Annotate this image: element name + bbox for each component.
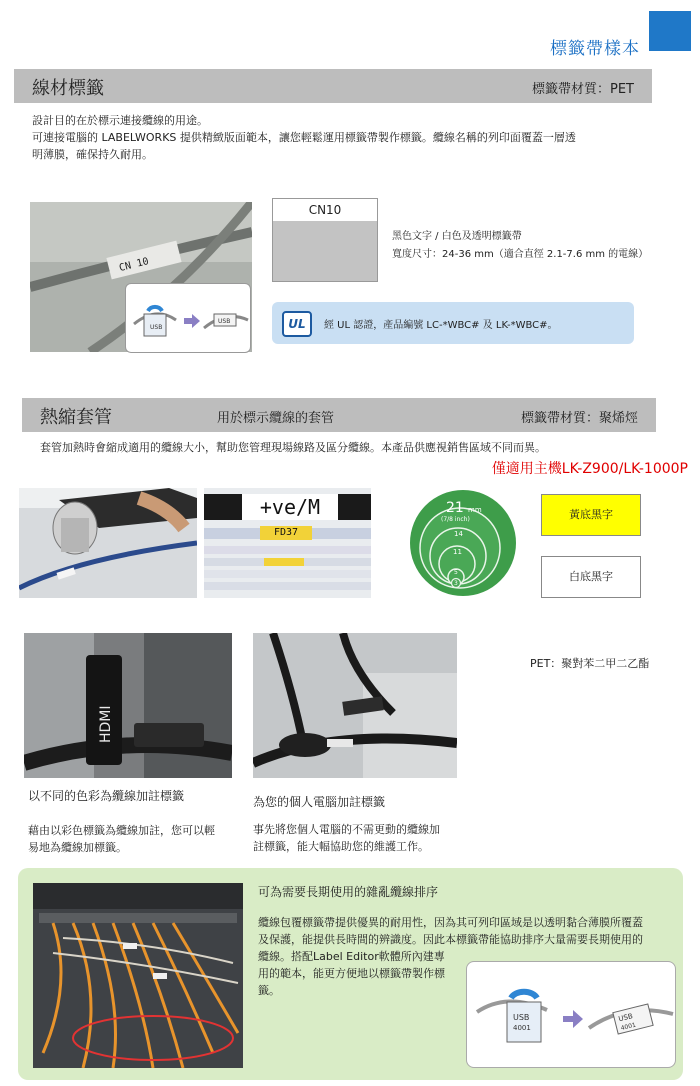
caption2-body bbox=[253, 821, 463, 855]
hdmi-graphic bbox=[24, 633, 232, 778]
tube-strip bbox=[204, 570, 371, 578]
section-band-heat-shrink bbox=[22, 398, 656, 432]
desc-line: 設計目的在於標示連接纜線的用途。 bbox=[32, 114, 208, 127]
tube-strip bbox=[264, 558, 304, 566]
size-circles bbox=[408, 488, 518, 598]
section-material: 標籤帶材質：聚烯烴 bbox=[520, 411, 638, 426]
sample-clear-part bbox=[273, 221, 377, 281]
usb-code: 4001 bbox=[620, 1021, 637, 1033]
section-description bbox=[32, 112, 652, 163]
body-line: 用的範本，能更方便地以標籤帶製作標 bbox=[258, 967, 445, 980]
long-term-cable-panel bbox=[18, 868, 683, 1080]
usb-text: USB bbox=[218, 318, 231, 325]
tube-strip bbox=[204, 582, 371, 590]
body-line: 纜線包覆標籤帶提供優異的耐用性，因為其可列印區域是以透明黏合薄膜所覆蓋 bbox=[258, 916, 643, 929]
rack-graphic bbox=[33, 883, 243, 1068]
spec-line: 黑色文字 / 白色及透明標籤帶 bbox=[392, 231, 522, 242]
caption1-title: 以不同的色彩為纜線加註標籤 bbox=[28, 789, 185, 803]
desc-line: 明薄膜，確保持久耐用。 bbox=[32, 148, 153, 161]
panel-title: 可為需要長期使用的雜亂纜線排序 bbox=[258, 885, 439, 899]
pet-note: PET：聚對苯二甲二乙酯 bbox=[530, 657, 650, 670]
tube-strip bbox=[204, 546, 371, 554]
desc-line: 可連接電腦的 LABELWORKS 提供精緻版面範本，讓您輕鬆運用標籤帶製作標籤。纜線名稱的列印面覆蓋一層透 bbox=[32, 131, 576, 144]
heat-gun-photo bbox=[19, 488, 197, 598]
section-material: 標籤帶材質：PET bbox=[532, 82, 634, 97]
size-inch: (7/8 inch) bbox=[441, 516, 470, 523]
hdmi-label-text: HDMI bbox=[98, 705, 114, 743]
network-rack-photo bbox=[33, 883, 243, 1068]
usb-wrap-diagram bbox=[467, 962, 675, 1067]
section-subtitle: 用於標示纜線的套管 bbox=[217, 411, 335, 426]
usb-wrap-diagram bbox=[126, 284, 250, 352]
size-21: 21 bbox=[446, 500, 464, 516]
size-14: 14 bbox=[454, 530, 463, 538]
section-description: 套管加熱時會縮成適用的纜線大小，幫助您管理現場線路及區分纜線。本產品供應視銷售區域不同而異。 bbox=[40, 441, 546, 454]
ul-text: 經 UL 認證，產品編號 LC-*WBC# 及 LK-*WBC#。 bbox=[324, 320, 558, 331]
tube-size-diagram bbox=[408, 488, 518, 598]
ul-certification-box bbox=[272, 302, 634, 344]
caption-line: 易地為纜線加標籤。 bbox=[28, 841, 127, 854]
heat-gun-graphic bbox=[19, 488, 197, 598]
hdmi-cable-photo bbox=[24, 633, 232, 778]
pc-cable-photo bbox=[253, 633, 457, 778]
spec-text bbox=[392, 228, 662, 264]
ul-logo-icon: UL bbox=[282, 311, 312, 337]
tube-label-big: +ve/M bbox=[242, 494, 338, 520]
caption-line: 事先將您個人電腦的不需更動的纜線加 bbox=[253, 823, 440, 836]
swatch-white: 白底黑字 bbox=[541, 556, 641, 598]
cable-label-text: CN 10 bbox=[118, 256, 150, 275]
tube-black bbox=[204, 494, 371, 520]
usb-text: USB bbox=[513, 1013, 530, 1022]
caption-line: 註標籤，能大幅協助您的維護工作。 bbox=[253, 840, 429, 853]
cn10-sample-swatch bbox=[272, 198, 378, 282]
body-line: 籤。 bbox=[258, 984, 280, 997]
usb-wrap-inset bbox=[125, 283, 251, 353]
usb-text: USB bbox=[150, 324, 163, 331]
swatch-yellow: 黃底黑字 bbox=[541, 494, 641, 536]
model-note: 僅適用主機LK-Z900/LK-1000P bbox=[491, 461, 688, 477]
size-5: 5 bbox=[454, 569, 458, 576]
tube-labels-photo bbox=[204, 488, 371, 598]
usb-wrap-inset bbox=[466, 961, 676, 1068]
caption1-body bbox=[28, 822, 238, 856]
tube-label-fd: FD37 bbox=[260, 526, 312, 540]
spec-line: 寬度尺寸：24-36 mm（適合直徑 2.1-7.6 mm 的電線） bbox=[392, 249, 649, 260]
body-line: 及保護，能提供長時間的辨識度。因此本標籤帶能協助排序大量需要長期使用的 bbox=[258, 933, 643, 946]
usb-text: USB bbox=[617, 1012, 634, 1024]
pc-cable-graphic bbox=[253, 633, 457, 778]
page-header-title: 標籤帶樣本 bbox=[550, 39, 640, 59]
caption-line: 藉由以彩色標籤為纜線加註，您可以輕 bbox=[28, 824, 215, 837]
sample-label: CN10 bbox=[308, 203, 342, 217]
size-unit: mm bbox=[468, 506, 482, 514]
section-title: 熱縮套管 bbox=[40, 407, 112, 428]
section-band-wire-labels bbox=[14, 69, 652, 103]
usb-code: 4001 bbox=[513, 1024, 531, 1032]
header-accent-square bbox=[649, 11, 691, 51]
body-line: 纜線。搭配Label Editor軟體所內建專 bbox=[258, 950, 445, 963]
section-title: 線材標籤 bbox=[32, 78, 104, 99]
caption2-title: 為您的個人電腦加註標籤 bbox=[253, 795, 386, 809]
size-3: 3 bbox=[454, 580, 458, 587]
size-11: 11 bbox=[453, 548, 462, 556]
